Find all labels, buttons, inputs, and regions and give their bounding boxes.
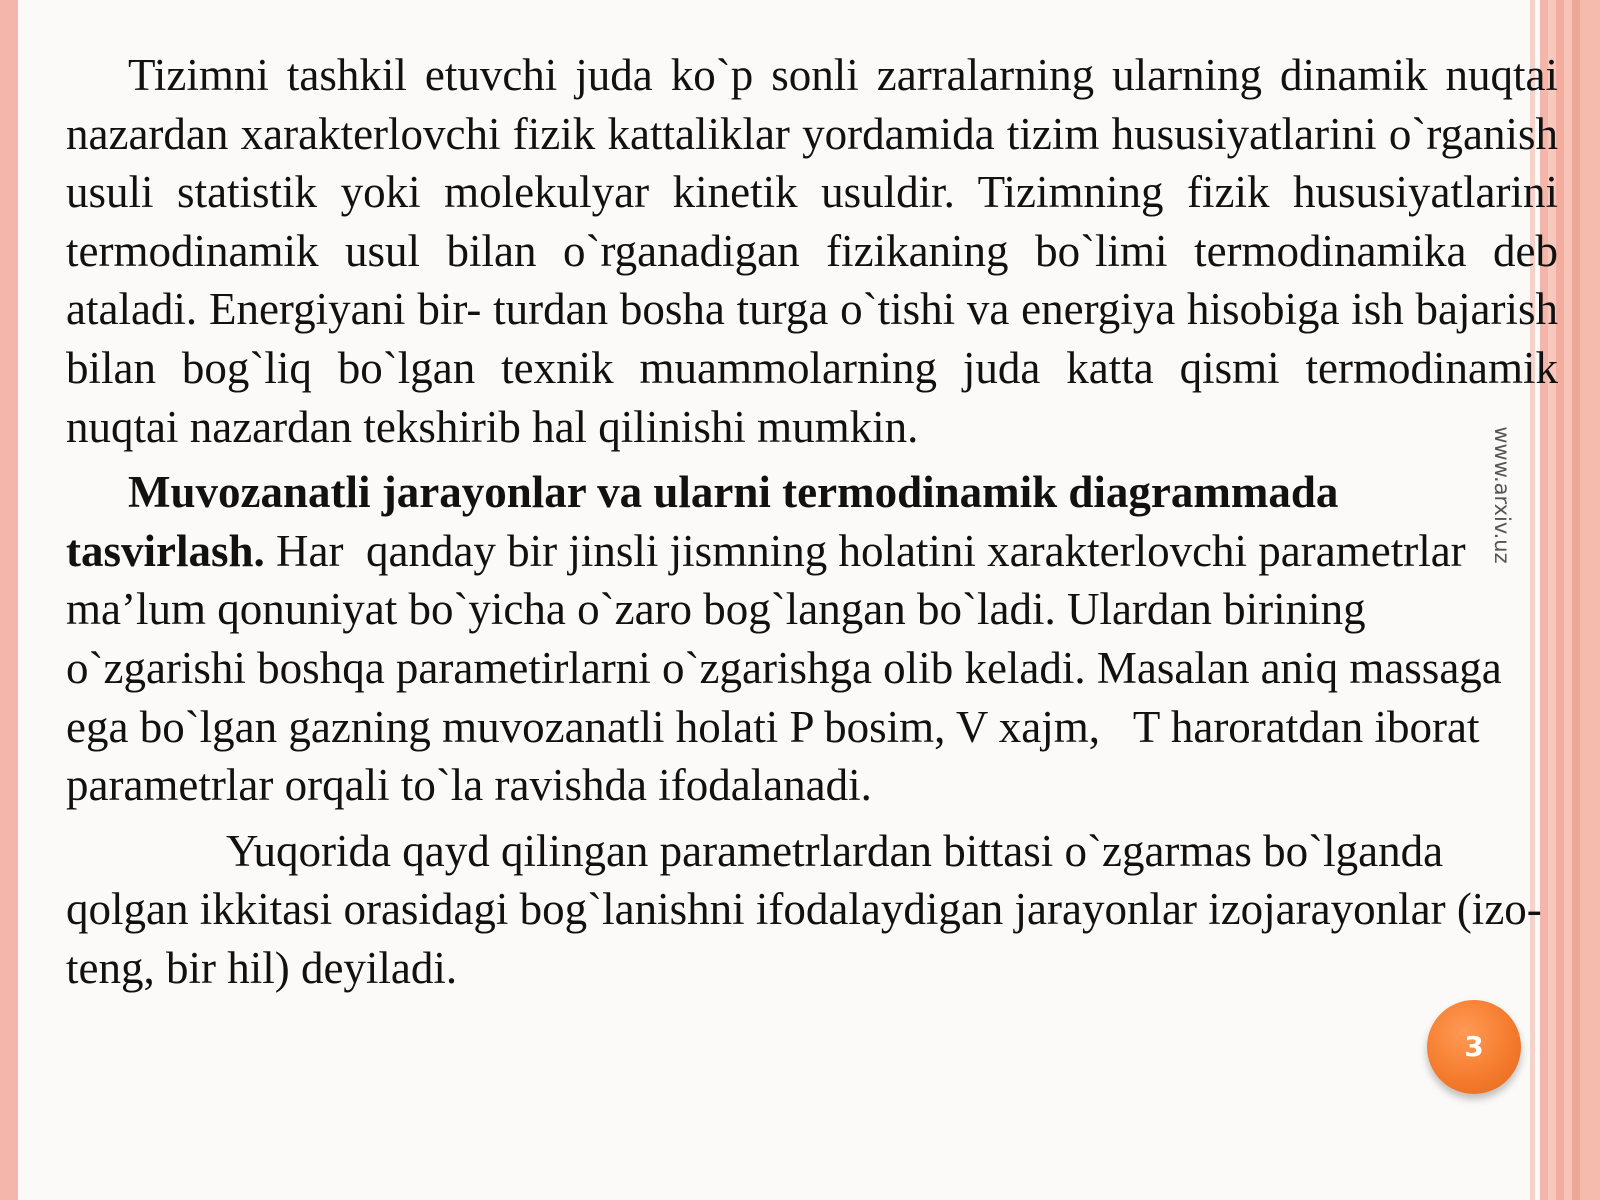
paragraph-intro: Tizimni tashkil etuvchi juda ko`p sonli zarralarning ularning dinamik nuqtai nazardan xarakterlovchi fizik kattaliklar yordamida tizim hususiyatlarini o`rganish usuli statistik yoki molekulyar kinetik usuldir. Tizimning fizik hususiyatlarini termodinamik usul bilan o`rganadigan fizikaning bo`limi termodinamika deb ataladi. Energiyani bir- turdan bosha turga o`tishi va energiya hisobiga ish bajarish bilan bog`liq bo`lgan texnik muammolarning juda katta qismi termodinamik nuqtai nazardan tekshirib hal qilinishi mumkin. xyxy=(66,50,1558,452)
paragraph-equilibrium-body: Har qanday bir jinsli jismning holatini xarakterlovchi parametrlar ma’lum qonuniyat bo`yicha o`zaro bog`langan bo`ladi. Ulardan birining o`zgarishi boshqa parametirlarni o`zgarishga olib keladi. Masalan aniq massaga ega bo`lgan gazning muvozanatli holati P bosim, V xajm, T haroratdan iborat parametrlar orqali to`la ravishda ifodalanadi. xyxy=(66,525,1514,811)
paragraph-equilibrium xyxy=(66,463,1541,815)
left-decorative-border xyxy=(0,0,18,1200)
slide-body xyxy=(66,46,1558,998)
watermark-text: www.arxiv.uz xyxy=(1490,426,1514,564)
page-number-badge: 3 xyxy=(1427,1000,1521,1094)
paragraph-isoprocesses: Yuqorida qayd qilingan parametrlardan bittasi o`zgarmas bo`lganda qolgan ikkitasi orasidagi bog`lanishni ifodalaydigan jarayonlar izojarayonlar (izo-teng, bir hil) deyiladi. xyxy=(66,825,1542,993)
section-heading: Muvozanatli jarayonlar va ularni termodinamik diagrammada tasvirlash. xyxy=(66,467,1339,576)
